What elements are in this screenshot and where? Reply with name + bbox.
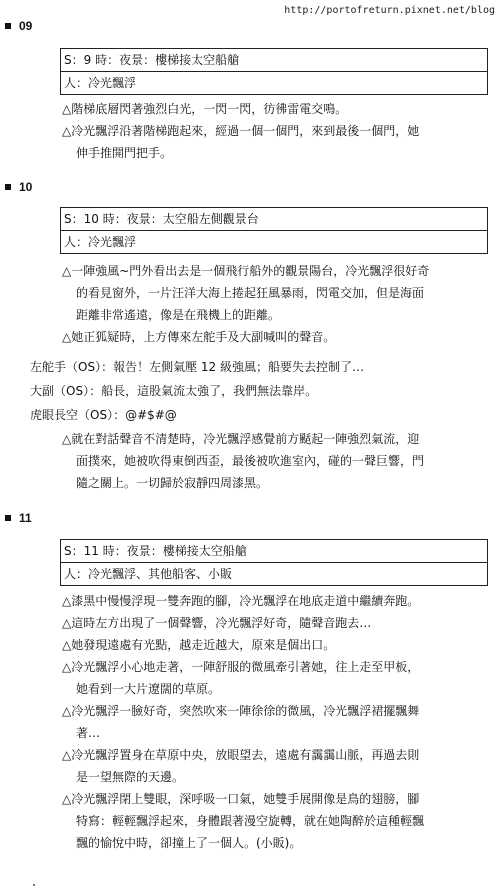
scene-11-cast: 人：冷光飄浮、其他船客、小販: [61, 562, 487, 585]
action-line: △她正狐疑時，上方傳來左舵手及大副喊叫的聲音。: [62, 330, 336, 344]
scene-11-heading: [5, 510, 32, 526]
action-line: △冷光飄浮置身在草原中央，放眼望去，遠處有靄靄山脈，再過去則: [62, 748, 420, 762]
scene-09-heading: [5, 18, 32, 34]
scene-11-slug: S：11 時：夜景：樓梯接太空船艙: [64, 544, 247, 558]
action-line: △冷光飄浮閉上雙眼，深呼吸一口氣，她雙手展開像是鳥的翅膀，腳: [62, 792, 420, 806]
action-line: △她發現遠處有光點，越走近越大，原來是個出口。: [62, 638, 336, 652]
scene-10-action-2: [62, 428, 488, 494]
scene-10-action: [62, 260, 488, 348]
action-line: △冷光飄浮沿著階梯跑起來，經過一個一個門，來到最後一個門，她: [62, 124, 420, 138]
blog-url: http://portofreturn.pixnet.net/blog: [284, 5, 495, 16]
action-line: 是一望無際的天邊。: [76, 770, 185, 784]
action-line: 特寫：輕輕飄浮起來，身體跟著漫空旋轉，就在她陶醉於這種輕飄: [76, 814, 425, 828]
action-line: △就在對話聲音不清楚時，冷光飄浮感覺前方颳起一陣強烈氣流，迎: [62, 432, 420, 446]
action-line: 面撲來，她被吹得東倒西歪，最後被吹進室內，碰的一聲巨響，門: [76, 454, 425, 468]
scene-09-number: 09: [19, 19, 33, 33]
bullet-square-icon: [5, 515, 11, 521]
dialogue-line: 大副（OS）：船長，這股氣流太強了，我們無法靠岸。: [30, 384, 318, 398]
action-line: △漆黑中慢慢浮現一雙奔跑的腳，冷光飄浮在地底走道中繼續奔跑。: [62, 594, 420, 608]
bullet-square-icon: [5, 184, 11, 190]
scene-11-number: 11: [19, 511, 32, 525]
scene-09-slug: S：9 時：夜景：樓梯接太空船艙: [64, 53, 240, 67]
scene-10-number: 10: [19, 180, 33, 194]
scene-09-action: [62, 98, 488, 164]
action-line: △階梯底層閃著強烈白光，一閃一閃，彷彿雷電交鳴。: [62, 102, 348, 116]
page-dot: [33, 884, 35, 886]
action-line: △冷光飄浮小心地走著，一陣舒服的微風牽引著她，往上走至甲板，: [62, 660, 420, 674]
action-line: △冷光飄浮一臉好奇，突然吹來一陣徐徐的微風，冷光飄浮裙擺飄舞: [62, 704, 420, 718]
scene-10-slug: S：10 時：夜景：太空船左側觀景台: [64, 212, 259, 226]
action-line: 飄的愉悅中時，卻撞上了一個人。(小販)。: [76, 836, 302, 850]
action-line: 伸手推開門把手。: [76, 146, 173, 160]
action-line: △這時左方出現了一個聲響，冷光飄浮好奇，隨聲音跑去…: [62, 616, 372, 630]
action-line: 的看見窗外，一片汪洋大海上捲起狂風暴雨，閃電交加，但是海面: [76, 286, 425, 300]
action-line: 隨之關上。一切歸於寂靜四周漆黑。: [76, 476, 269, 490]
scene-11-header-box: [60, 539, 488, 586]
scene-11-action: [62, 590, 488, 854]
action-line: 她看到一大片遼闊的草原。: [76, 682, 221, 696]
action-line: 著…: [76, 726, 101, 740]
action-line: 距離非常遙遠，像是在飛機上的距離。: [76, 308, 281, 322]
scene-10-heading: [5, 179, 32, 195]
scene-09-header-box: [60, 48, 488, 95]
dialogue-line: 虎眼長空（OS）：@#$#@: [30, 408, 177, 422]
scene-10-header-box: [60, 207, 488, 254]
scene-09-cast: 人：冷光飄浮: [61, 71, 487, 94]
dialogue-line: 左舵手（OS）：報告！左側氣壓 12 級強風；船要失去控制了…: [30, 360, 364, 374]
action-line: △一陣強風~門外看出去是一個飛行船外的觀景陽台，冷光飄浮很好奇: [62, 264, 430, 278]
bullet-square-icon: [5, 23, 11, 29]
scene-10-cast: 人：冷光飄浮: [61, 230, 487, 253]
